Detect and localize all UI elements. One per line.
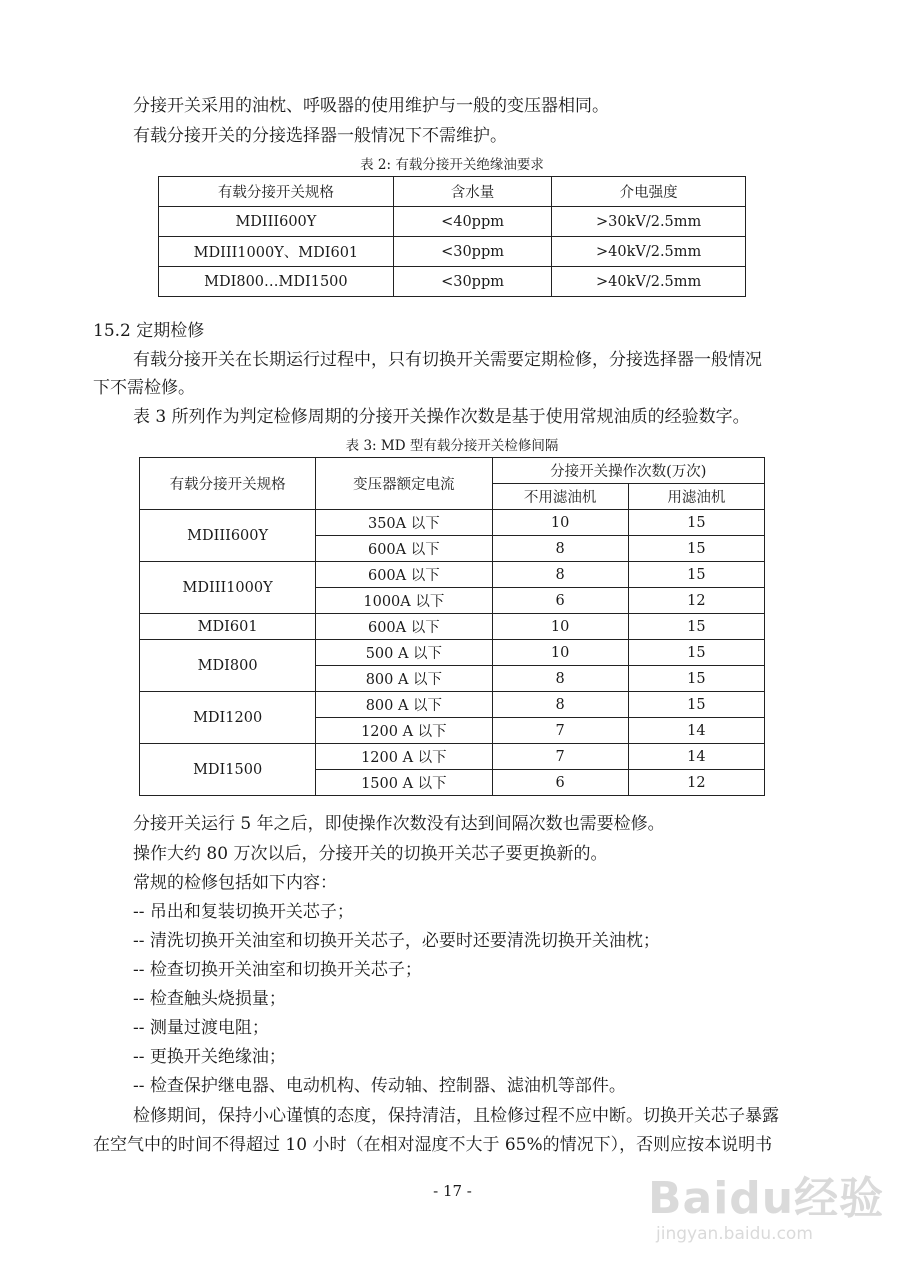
section-heading: 15.2 定期检修 xyxy=(93,321,205,341)
table-header-cell: 变压器额定电流 xyxy=(316,458,492,510)
table-cell: 1200 A 以下 xyxy=(316,744,492,770)
table-cell: 800 A 以下 xyxy=(316,692,492,718)
table-cell: 6 xyxy=(492,588,628,614)
table2-caption: 表 2: 有载分接开关绝缘油要求 xyxy=(360,157,544,173)
spec-cell: MDIII1000Y xyxy=(140,562,316,614)
table-header-cell: 不用滤油机 xyxy=(492,484,628,510)
paragraph-routine-intro: 常规的检修包括如下内容： xyxy=(133,873,337,893)
table-row xyxy=(140,640,765,666)
table3-caption: 表 3: MD 型有载分接开关检修间隔 xyxy=(345,438,559,454)
paragraph-periodic-line2: 下不需检修。 xyxy=(93,378,195,398)
table-cell: MDIII600Y xyxy=(159,207,394,237)
table-cell: 10 xyxy=(492,510,628,536)
table-cell: 8 xyxy=(492,536,628,562)
table-header-cell: 用滤油机 xyxy=(628,484,764,510)
table-header-row xyxy=(140,458,765,484)
paragraph-caution-line1: 检修期间，保持小心谨慎的态度，保持清洁，且检修过程不应中断。切换开关芯子暴露 xyxy=(133,1106,779,1126)
list-item: -- 吊出和复装切换开关芯子； xyxy=(133,902,354,922)
table-cell: 14 xyxy=(628,718,764,744)
table-cell: <30ppm xyxy=(393,237,551,267)
table-cell: 12 xyxy=(628,588,764,614)
table-header-row xyxy=(159,177,746,207)
table-cell: 6 xyxy=(492,770,628,796)
paragraph-800k-operations: 操作大约 80 万次以后，分接开关的切换开关芯子要更换新的。 xyxy=(133,844,608,864)
spec-cell: MDI1200 xyxy=(140,692,316,744)
table-cell: 8 xyxy=(492,562,628,588)
paragraph-periodic-line1: 有载分接开关在长期运行过程中，只有切换开关需要定期检修，分接选择器一般情况 xyxy=(133,350,762,370)
table-cell: >40kV/2.5mm xyxy=(552,237,746,267)
table-cell: MDI800…MDI1500 xyxy=(159,267,394,297)
table-cell: 15 xyxy=(628,614,764,640)
table-cell: 15 xyxy=(628,536,764,562)
table-cell: 600A 以下 xyxy=(316,614,492,640)
table-header-cell: 有载分接开关规格 xyxy=(159,177,394,207)
list-item: -- 测量过渡电阻； xyxy=(133,1018,269,1038)
table-cell: 10 xyxy=(492,640,628,666)
table-cell: 8 xyxy=(492,666,628,692)
table-cell: 1500 A 以下 xyxy=(316,770,492,796)
watermark-logo: Baidu经验 xyxy=(648,1173,885,1224)
table-header-cell: 介电强度 xyxy=(552,177,746,207)
table-cell: <40ppm xyxy=(393,207,551,237)
table-row xyxy=(140,744,765,770)
spec-cell: MDI800 xyxy=(140,640,316,692)
table-row xyxy=(159,237,746,267)
table-cell: 800 A 以下 xyxy=(316,666,492,692)
spec-cell: MDIII600Y xyxy=(140,510,316,562)
spec-cell: MDI601 xyxy=(140,614,316,640)
table-cell: 15 xyxy=(628,666,764,692)
paragraph-table3-intro: 表 3 所列作为判定检修周期的分接开关操作次数是基于使用常规油质的经验数字。 xyxy=(133,407,750,427)
table-header-cell: 有载分接开关规格 xyxy=(140,458,316,510)
table-row xyxy=(159,207,746,237)
table-cell: 15 xyxy=(628,692,764,718)
table-cell: 15 xyxy=(628,562,764,588)
table-cell: 15 xyxy=(628,510,764,536)
table-row xyxy=(140,510,765,536)
table-row xyxy=(140,614,765,640)
table-cell: 1000A 以下 xyxy=(316,588,492,614)
paragraph-selector-maintenance: 有载分接开关的分接选择器一般情况下不需维护。 xyxy=(133,126,507,146)
list-item: -- 检查触头烧损量； xyxy=(133,989,286,1009)
page-number: - 17 - xyxy=(433,1182,472,1200)
table-row xyxy=(159,267,746,297)
spec-cell: MDI1500 xyxy=(140,744,316,796)
watermark-url: jingyan.baidu.com xyxy=(656,1224,813,1244)
list-item: -- 检查保护继电器、电动机构、传动轴、控制器、滤油机等部件。 xyxy=(133,1076,626,1096)
table-cell: 1200 A 以下 xyxy=(316,718,492,744)
paragraph-caution-line2: 在空气中的时间不得超过 10 小时（在相对湿度不大于 65%的情况下），否则应按本说明书 xyxy=(93,1135,773,1155)
table-cell: 600A 以下 xyxy=(316,536,492,562)
table-header-cell: 含水量 xyxy=(393,177,551,207)
table-row xyxy=(140,562,765,588)
table-cell: 350A 以下 xyxy=(316,510,492,536)
table-cell: <30ppm xyxy=(393,267,551,297)
table-cell: 12 xyxy=(628,770,764,796)
paragraph-five-years: 分接开关运行 5 年之后，即使操作次数没有达到间隔次数也需要检修。 xyxy=(133,814,665,834)
table-cell: 8 xyxy=(492,692,628,718)
table-row xyxy=(140,692,765,718)
list-item: -- 检查切换开关油室和切换开关芯子； xyxy=(133,960,422,980)
table-cell: 10 xyxy=(492,614,628,640)
table-cell: >40kV/2.5mm xyxy=(552,267,746,297)
table-cell: >30kV/2.5mm xyxy=(552,207,746,237)
table-cell: 500 A 以下 xyxy=(316,640,492,666)
table-cell: 7 xyxy=(492,718,628,744)
table-cell: 600A 以下 xyxy=(316,562,492,588)
table-cell: MDIII1000Y、MDI601 xyxy=(159,237,394,267)
maintenance-interval-table xyxy=(139,457,765,796)
list-item: -- 更换开关绝缘油； xyxy=(133,1047,286,1067)
table-cell: 7 xyxy=(492,744,628,770)
baidu-jingyan-watermark xyxy=(648,1162,888,1272)
paragraph-oil-conservator: 分接开关采用的油枕、呼吸器的使用维护与一般的变压器相同。 xyxy=(133,96,609,116)
table-header-cell: 分接开关操作次数(万次) xyxy=(492,458,765,484)
table-cell: 15 xyxy=(628,640,764,666)
insulating-oil-table xyxy=(158,176,746,297)
list-item: -- 清洗切换开关油室和切换开关芯子，必要时还要清洗切换开关油枕； xyxy=(133,931,660,951)
table-cell: 14 xyxy=(628,744,764,770)
